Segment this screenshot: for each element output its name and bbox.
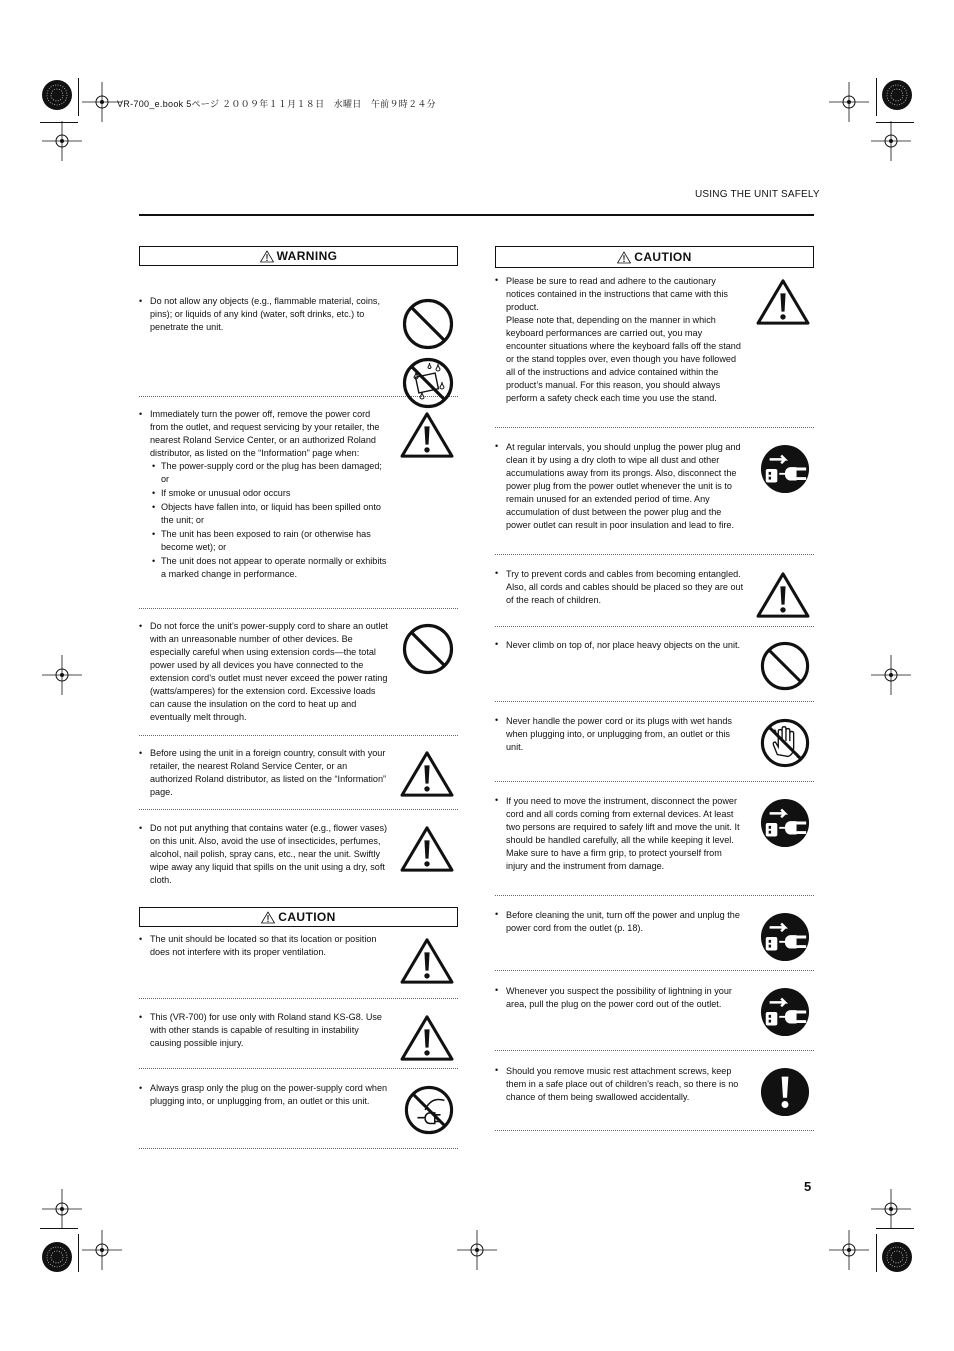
registration-crosshair-icon	[871, 121, 911, 161]
caution-item-text: Try to prevent cords and cables from becoming entangled. Also, all cords and cables should be placed so they are out of the reach of children.	[506, 569, 744, 605]
registration-crosshair-icon	[82, 1230, 122, 1270]
caution-item-text: Before cleaning the unit, turn off the power and unplug the power cord from the outlet (p. 18).	[506, 910, 740, 933]
caution-header-label: CAUTION	[634, 250, 692, 264]
registration-crosshair-icon	[829, 82, 869, 122]
caution-item: • Please be sure to read and adhere to the cautionary notices contained in the instructions that came with this product. Please note that, depending on the manner in which keyboard performances are carried out, you may encounter situations where the keyboard falls off the stand or the stand topples over, even though you have followed all of the instructions and advice contained within the product’s manual. For this reason, you should always perform a safety check each time you use the stand.	[495, 268, 814, 428]
condition-item: • If smoke or unusual odor occurs	[150, 487, 388, 500]
registration-crosshair-icon	[42, 655, 82, 695]
caution-item-text: Please be sure to read and adhere to the cautionary notices contained in the instructions that came with this product. Please note that, depending on the manner in which keyboard performances are carried out, you may encounter situations where the keyboard falls off the stand or the stand topples over, even though you have followed all of the instructions and advice contained within the product’s manual. For this reason, you should always perform a safety check each time you use the stand.	[506, 276, 741, 403]
page-number: 5	[804, 1179, 812, 1194]
registration-crosshair-icon	[871, 655, 911, 695]
condition-item: • The unit does not appear to operate normally or exhibits a marked change in performance.	[150, 555, 388, 581]
warning-item: • Do not put anything that contains water (e.g., flower vases) on this unit. Also, avoid the use of insecticides, perfumes, alcohol, nail polish, spray cans, etc., near the unit. Swiftly wipe away any liquid that spills on the unit using a dry, soft cloth.	[139, 810, 458, 899]
caution-triangle-icon	[400, 411, 454, 459]
caution-item: • Whenever you suspect the possibility of lightning in your area, pull the plug on the power cord out of the outlet.	[495, 971, 814, 1051]
caution-header-label: CAUTION	[278, 910, 336, 924]
caution-item: • Should you remove music rest attachment screws, keep them in a safe place out of children’s reach, so there is no chance of them being swallowed accidentally.	[495, 1051, 814, 1131]
registration-crosshair-icon	[871, 1189, 911, 1229]
registration-burst-icon	[881, 79, 913, 111]
caution-triangle-icon	[400, 750, 454, 798]
registration-burst-icon	[881, 1241, 913, 1273]
caution-triangle-icon	[756, 571, 810, 619]
warning-item: • Do not allow any objects (e.g., flammable material, coins, pins); or liquids of any kind (water, soft drinks, etc.) to penetrate the unit.	[139, 266, 458, 397]
caution-item: • Before cleaning the unit, turn off the power and unplug the power cord from the outlet (p. 18).	[495, 896, 814, 971]
registration-burst-icon	[41, 1241, 73, 1273]
caution-item-text: Always grasp only the plug on the power-supply cord when plugging into, or unplugging from, an outlet or this unit.	[150, 1083, 388, 1106]
no-wet-hands-icon	[760, 718, 810, 768]
warning-item: • Do not force the unit’s power-supply cord to share an outlet with an unreasonable number of other devices. Be especially careful when using extension cords—the total power used by all devices you have connected to the extension cord’s outlet must never exceed the power rating (watts/amperes) for the extension cord. Excessive loads can cause the insulation on the cord to heat up and eventually melt through.	[139, 609, 458, 736]
print-slug: VR-700_e.book 5ページ ２００９年１１月１８日 水曜日 午前９時２４分	[117, 99, 436, 109]
caution-triangle-icon	[261, 911, 275, 924]
caution-item-text: If you need to move the instrument, disconnect the power cord and all cords coming from external devices. At least two persons are required to safely lift and move the unit. It should be handled carefully, all the while keeping it level. Make sure to have a firm grip, to protect yourself from injury and the instrument from damage.	[506, 796, 740, 871]
caution-item: • Never climb on top of, nor place heavy objects on the unit.	[495, 627, 814, 702]
left-column	[139, 246, 458, 1149]
condition-item: • Objects have fallen into, or liquid has been spilled onto the unit; or	[150, 501, 388, 527]
header-rule	[139, 214, 814, 216]
unplug-icon	[760, 987, 810, 1037]
condition-item: • The power-supply cord or the plug has been damaged; or	[150, 460, 388, 486]
prohibited-icon	[402, 623, 454, 675]
warning-header-label: WARNING	[276, 249, 338, 263]
no-pull-cord-icon	[404, 1085, 454, 1135]
caution-item: • Try to prevent cords and cables from becoming entangled. Also, all cords and cables should be placed so they are out of the reach of children.	[495, 555, 814, 627]
warning-triangle-icon	[260, 250, 274, 263]
caution-item-text: This (VR-700) for use only with Roland stand KS-G8. Use with other stands is capable of resulting in instability causing possible injury.	[150, 1012, 382, 1048]
registration-crosshair-icon	[829, 1230, 869, 1270]
caution-item: • At regular intervals, you should unplug the power plug and clean it by using a dry cloth to wipe all dust and other accumulations away from its prongs. Also, disconnect the power plug from the power outlet whenever the unit is to remain unused for an extended period of time. Any accumulation of dust between the power plug and the power outlet can result in poor insulation and lead to fire.	[495, 428, 814, 555]
unplug-icon	[760, 798, 810, 848]
caution-triangle-icon	[400, 1014, 454, 1062]
warning-item-text: Do not put anything that contains water (e.g., flower vases) on this unit. Also, avoid the use of insecticides, perfumes, alcohol, nail polish, spray cans, etc., near the unit. Swiftly wipe away any liquid that spills on the unit using a dry, soft cloth.	[150, 823, 388, 885]
warning-item: • Immediately turn the power off, remove the power cord from the outlet, and request servicing by your retailer, the nearest Roland Service Center, or an authorized Roland distributor, as listed on the “Information” page when: • The power-supply cord or the plug has been damaged; or • If smoke or unusual odor occurs • Objects have fallen into, or liquid has been spilled onto the unit; or • The unit has been exposed to rain (or otherwise has become wet); or • The unit does not appear to operate normally or exhibits a marked change in performance.	[139, 397, 458, 609]
warning-item-text: Immediately turn the power off, remove the power cord from the outlet, and request servicing by your retailer, the nearest Roland Service Center, or an authorized Roland distributor, as listed on the “Information” page when: • The power-supply cord or the plug has been damaged; or • If smoke or unusual odor occurs • Objects have fallen into, or liquid has been spilled onto the unit; or • The unit has been exposed to rain (or otherwise has become wet); or • The unit does not appear to operate normally or exhibits a marked change in performance.	[150, 408, 388, 581]
caution-triangle-icon	[400, 937, 454, 985]
caution-item-text: Never handle the power cord or its plugs with wet hands when plugging into, or unplugging from, an outlet or this unit.	[506, 716, 732, 752]
caution-item: • This (VR-700) for use only with Roland stand KS-G8. Use with other stands is capable of resulting in instability causing possible injury.	[139, 999, 458, 1069]
caution-header	[495, 246, 814, 268]
caution-item: • Never handle the power cord or its plugs with wet hands when plugging into, or unplugging from, an outlet or this unit.	[495, 702, 814, 782]
registration-burst-icon	[41, 79, 73, 111]
caution-item-text: Whenever you suspect the possibility of lightning in your area, pull the plug on the power cord out of the outlet.	[506, 986, 732, 1009]
condition-item: • The unit has been exposed to rain (or otherwise has become wet); or	[150, 528, 388, 554]
mandatory-action-icon	[760, 1067, 810, 1117]
caution-item-text: Should you remove music rest attachment screws, keep them in a safe place out of children’s reach, so there is no chance of them being swallowed accidentally.	[506, 1066, 739, 1102]
right-column	[495, 246, 814, 1131]
registration-crosshair-icon	[82, 82, 122, 122]
caution-item-text: At regular intervals, you should unplug the power plug and clean it by using a dry cloth to wipe all dust and other accumulations away from its prongs. Also, disconnect the power plug from the power outlet whenever the unit is to remain unused for an extended period of time. Any accumulation of dust between the power plug and the power outlet can result in poor insulation and lead to fire.	[506, 442, 741, 530]
warning-item-text: Before using the unit in a foreign country, consult with your retailer, the nearest Roland Service Center, or an authorized Roland distributor, as listed on the “Information” page.	[150, 748, 387, 797]
prohibited-icon	[402, 298, 454, 350]
caution-item: • If you need to move the instrument, disconnect the power cord and all cords coming from external devices. At least two persons are required to safely lift and move the unit. It should be handled carefully, all the while keeping it level. Make sure to have a firm grip, to protect yourself from injury and the instrument from damage.	[495, 782, 814, 896]
caution-item: • The unit should be located so that its location or position does not interfere with its proper ventilation.	[139, 927, 458, 999]
section-title: USING THE UNIT SAFELY	[695, 189, 820, 200]
unplug-icon	[760, 444, 810, 494]
warning-header	[139, 246, 458, 266]
warning-item-text: Do not allow any objects (e.g., flammable material, coins, pins); or liquids of any kind (water, soft drinks, etc.) to penetrate the unit.	[150, 296, 380, 332]
registration-crosshair-icon	[457, 1230, 497, 1270]
caution-item-text: Never climb on top of, nor place heavy objects on the unit.	[506, 640, 741, 650]
caution-triangle-icon	[617, 251, 631, 264]
caution-item-text: The unit should be located so that its location or position does not interfere with its proper ventilation.	[150, 934, 377, 957]
warning-item-text: Do not force the unit’s power-supply cord to share an outlet with an unreasonable number of other devices. Be especially careful when using extension cords—the total power used by all devices you have connected to the extension cord’s outlet must never exceed the power rating (watts/amperes) for the extension cord. Excessive loads can cause the insulation on the cord to heat up and eventually melt through.	[150, 621, 388, 722]
prohibited-icon	[760, 641, 810, 691]
caution-triangle-icon	[756, 278, 810, 326]
caution-item: • Always grasp only the plug on the power-supply cord when plugging into, or unplugging from, an outlet or this unit.	[139, 1069, 458, 1149]
registration-crosshair-icon	[42, 1189, 82, 1229]
registration-crosshair-icon	[42, 121, 82, 161]
unplug-icon	[760, 912, 810, 962]
caution-header	[139, 907, 458, 927]
warning-item: • Before using the unit in a foreign country, consult with your retailer, the nearest Roland Service Center, or an authorized Roland distributor, as listed on the “Information” page.	[139, 736, 458, 810]
caution-triangle-icon	[400, 825, 454, 873]
